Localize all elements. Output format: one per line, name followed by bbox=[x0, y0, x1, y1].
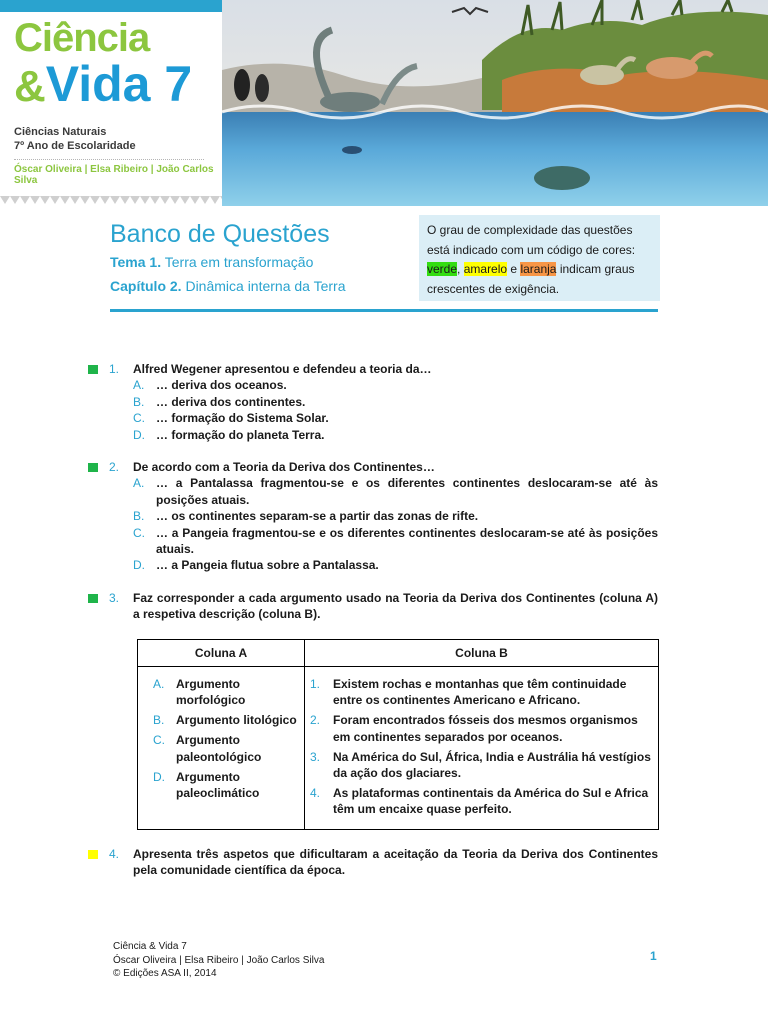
difficulty-marker-green bbox=[88, 594, 98, 603]
logo-title-ciencia: Ciência bbox=[14, 16, 150, 60]
item-number: 3. bbox=[310, 749, 321, 764]
option-a bbox=[133, 475, 658, 508]
option-a bbox=[133, 377, 658, 393]
legend-outro: indicam graus crescentes de exigência. bbox=[427, 262, 635, 296]
option-d bbox=[133, 557, 658, 573]
option-c bbox=[133, 410, 658, 426]
logo-subtitle-line2: 7º Ano de Escolaridade bbox=[14, 140, 136, 152]
option-b bbox=[133, 508, 658, 524]
column-b-cell bbox=[305, 667, 659, 830]
legend-green: verde bbox=[427, 262, 458, 276]
item-letter: A. bbox=[153, 677, 165, 691]
chapter-text: Dinâmica interna da Terra bbox=[185, 278, 346, 294]
item-text: Existem rochas e montanhas que têm continuidade entre os continentes Americano e Africano. bbox=[333, 677, 627, 708]
column-b-header: Coluna B bbox=[305, 640, 659, 667]
question-text: De acordo com a Teoria da Deriva dos Continentes… bbox=[133, 460, 435, 474]
question-number: 4. bbox=[109, 847, 120, 861]
option-text: … a Pangeia fragmentou-se e os diferentes continentes deslocaram-se até às posições atuais. bbox=[156, 525, 658, 557]
logo-title-vida bbox=[14, 56, 214, 112]
logo-authors: Óscar Oliveira | Elsa Ribeiro | João Carlos Silva bbox=[14, 164, 214, 186]
item-letter: B. bbox=[153, 713, 165, 728]
page-footer bbox=[113, 940, 324, 981]
question-text: Faz corresponder a cada argumento usado na Teoria da Deriva dos Continentes (coluna A) a respetiva descrição (coluna B). bbox=[133, 591, 658, 622]
scalloped-edge bbox=[0, 196, 222, 208]
option-letter: D. bbox=[133, 558, 145, 573]
item-number: 4. bbox=[310, 785, 321, 800]
difficulty-legend-box bbox=[419, 215, 660, 301]
option-letter: C. bbox=[133, 411, 145, 426]
logo-divider bbox=[14, 159, 204, 160]
option-text: … a Pangeia flutua sobre a Pantalassa. bbox=[156, 558, 379, 573]
logo-vida-text: Vida 7 bbox=[45, 56, 193, 112]
page-title: Banco de Questões bbox=[110, 220, 330, 248]
question-4 bbox=[88, 846, 658, 879]
option-letter: A. bbox=[133, 476, 145, 491]
column-a-header: Coluna A bbox=[138, 640, 305, 667]
option-letter: A. bbox=[133, 378, 145, 393]
logo-subtitle-line1: Ciências Naturais bbox=[14, 126, 107, 138]
question-text: Apresenta três aspetos que dificultaram a aceitação da Teoria da Deriva dos Continentes pela comunidade científica da época. bbox=[133, 847, 658, 878]
column-a-item bbox=[153, 712, 304, 728]
item-text: Argumento paleoclimático bbox=[176, 769, 260, 800]
prehistoric-landscape-illustration bbox=[222, 0, 768, 206]
option-text: … formação do Sistema Solar. bbox=[156, 411, 329, 426]
difficulty-marker-green bbox=[88, 365, 98, 374]
column-a-item bbox=[153, 769, 304, 802]
book-logo bbox=[14, 18, 214, 186]
legend-intro: O grau de complexidade das questões está indicado com um código de cores: bbox=[427, 223, 636, 257]
item-text: Argumento paleontológico bbox=[176, 733, 262, 764]
item-letter: C. bbox=[153, 733, 165, 748]
item-number: 1. bbox=[310, 677, 321, 691]
option-text: … os continentes separam-se a partir das zonas de rifte. bbox=[156, 509, 479, 524]
column-b-item bbox=[310, 785, 658, 818]
item-text: Argumento morfológico bbox=[176, 677, 246, 708]
column-a-cell bbox=[138, 667, 305, 830]
legend-and: e bbox=[510, 262, 518, 276]
option-text: … formação do planeta Terra. bbox=[156, 427, 325, 442]
option-text: … deriva dos oceanos. bbox=[156, 378, 287, 393]
logo-ampersand: & bbox=[14, 62, 46, 111]
question-text: Alfred Wegener apresentou e defendeu a teoria da… bbox=[133, 362, 432, 376]
item-text: Argumento litológico bbox=[176, 713, 297, 728]
question-number: 1. bbox=[109, 362, 120, 376]
chapter-label: Capítulo 2. bbox=[110, 278, 182, 294]
option-text: … deriva dos continentes. bbox=[156, 394, 306, 409]
item-number: 2. bbox=[310, 713, 321, 728]
option-letter: C. bbox=[133, 525, 145, 540]
question-3 bbox=[88, 590, 658, 623]
option-c bbox=[133, 525, 658, 558]
legend-comma: , bbox=[457, 262, 461, 276]
option-letter: D. bbox=[133, 427, 145, 442]
header-divider bbox=[110, 309, 658, 312]
legend-orange: laranja bbox=[520, 262, 557, 276]
page-number: 1 bbox=[650, 949, 657, 963]
theme-heading bbox=[110, 254, 313, 270]
option-letter: B. bbox=[133, 509, 145, 524]
theme-label: Tema 1. bbox=[110, 254, 162, 270]
item-text: As plataformas continentais da América do Sul e Africa têm um encaixe quase perfeito. bbox=[333, 785, 649, 817]
chapter-heading bbox=[110, 278, 346, 294]
footer-authors: Óscar Oliveira | Elsa Ribeiro | João Carlos Silva bbox=[113, 954, 325, 966]
top-accent-bar bbox=[0, 0, 222, 12]
question-2 bbox=[88, 459, 658, 574]
difficulty-marker-green bbox=[88, 463, 98, 472]
logo-subtitle bbox=[14, 125, 214, 153]
column-b-item bbox=[310, 676, 658, 709]
column-b-item bbox=[310, 712, 658, 745]
legend-yellow: amarelo bbox=[463, 262, 508, 276]
item-text: Foram encontrados fósseis dos mesmos organismos em continentes separados por oceanos. bbox=[333, 713, 638, 744]
difficulty-marker-yellow bbox=[88, 850, 98, 859]
option-b bbox=[133, 394, 658, 410]
footer-copyright: © Edições ASA II, 2014 bbox=[113, 968, 217, 979]
column-a-item bbox=[153, 676, 304, 709]
footer-book-title: Ciência & Vida 7 bbox=[113, 941, 187, 952]
question-number: 2. bbox=[109, 460, 120, 474]
option-text: … a Pantalassa fragmentou-se e os diferentes continentes deslocaram-se até às posições atuais. bbox=[156, 476, 658, 507]
column-a-item bbox=[153, 732, 304, 765]
column-b-item bbox=[310, 749, 658, 782]
item-letter: D. bbox=[153, 769, 165, 784]
question-1 bbox=[88, 361, 658, 443]
matching-table bbox=[137, 639, 659, 830]
theme-text: Terra em transformação bbox=[164, 254, 314, 270]
item-text: Na América do Sul, África, India e Austrália há vestígios da ação dos glaciares. bbox=[333, 749, 651, 781]
option-letter: B. bbox=[133, 394, 145, 409]
question-number: 3. bbox=[109, 591, 120, 605]
option-d bbox=[133, 427, 658, 443]
